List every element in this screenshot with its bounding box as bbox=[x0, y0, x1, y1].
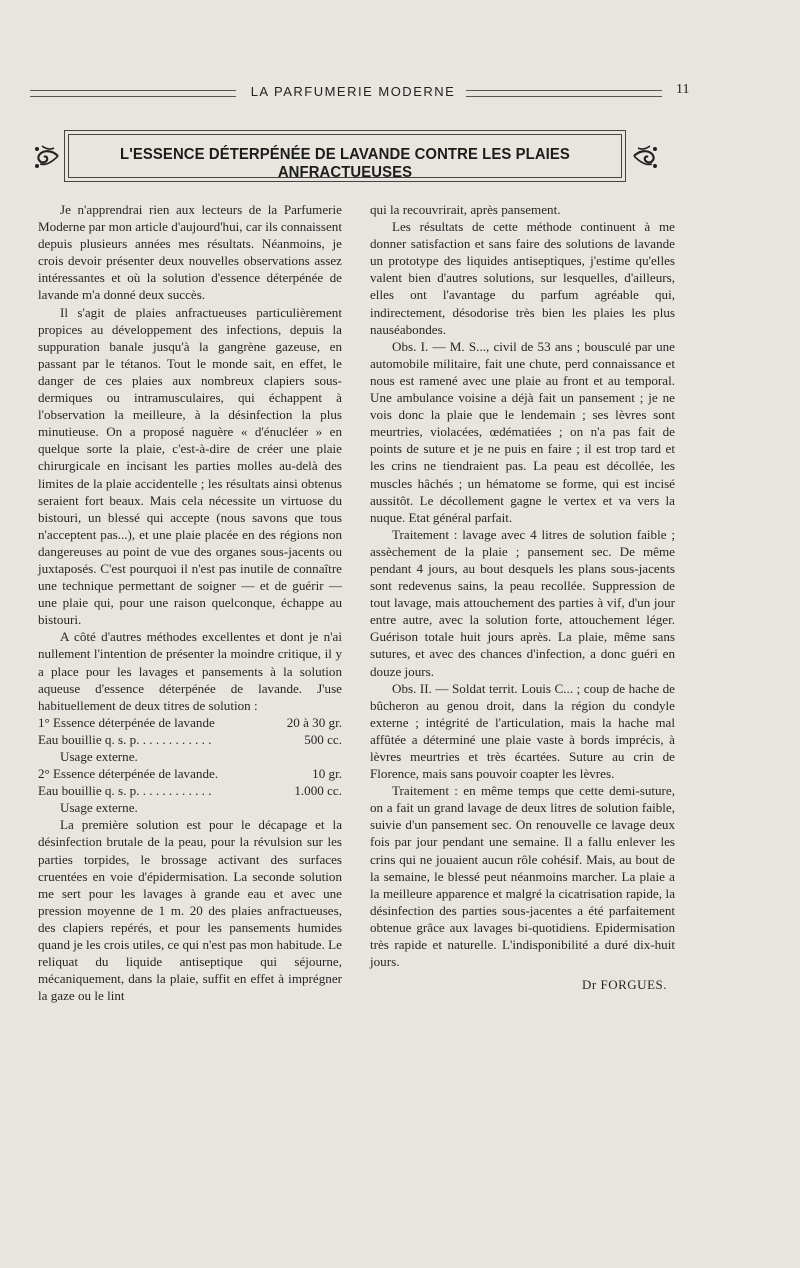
page-number: 11 bbox=[676, 82, 690, 97]
column-left bbox=[38, 201, 342, 1004]
treatment-paragraph: Traitement : en même temps que cette demi-suture, on a fait un grand lavage de deux litres de solution faible, suivie d'un pansement sec. On renouvelle ce lavage deux fois par jour pendant une semaine. Il a fallu enlever les crins qui ne jouaient aucun rôle cohésif. Mais, au bout de la semaine, le blessé peut néanmoins marcher. La plaie a la meilleure apparence et malgré la cicatrisation rapide, la désinfection des parties sous-jacentes a été parfaitement obtenue grâce aux lavages bi-quotidiens. Epidermisation très rapide et naturelle. L'indisponibilité a duré dix-huit jours. bbox=[370, 783, 675, 970]
paragraph: Il s'agit de plaies anfractueuses particulièrement propices au développement des infections, depuis la suppuration banale jusqu'à la gangrène gazeuse, en passant par le tétanos. Tout le monde sait, en effet, le danger de ces plaies aux nombreux clapiers sous-dermiques ou intramusculaires, qui échappent à l'observation la meilleure, à la désinfection la plus minutieuse. On a proposé naguère « d'énucléer » en quelque sorte la plaie, c'est-à-dire de créer une plaie chirurgicale en incisant les parties molles au-delà des limites de la plaie accidentelle ; les résultats ainsi obtenus seraient fort beaux. Mais cela nécessite un virtuose du bistouri, un blessé qui accepte (nous savons que tous n'acceptent pas...), et une plaie placée en des régions non dangereuses au point de vue des organes sous-jacents ou juxtaposés. C'est pourquoi il n'est pas inutile de connaître une technique permettant de soigner — et de guérir — une plaie qui, pour une raison quelconque, échappe au bistouri. bbox=[38, 304, 342, 628]
formula-quantity: 20 à 30 gr. bbox=[286, 714, 342, 730]
author-signature: Dr FORGUES. bbox=[582, 977, 667, 993]
fleuron-icon bbox=[32, 140, 62, 172]
formula-ingredient: 1° Essence déterpénée de lavande bbox=[38, 714, 215, 730]
formula-line bbox=[38, 765, 342, 782]
journal-title: LA PARFUMERIE MODERNE bbox=[250, 84, 456, 99]
formula-line bbox=[38, 731, 342, 748]
header-rule-right bbox=[466, 90, 662, 97]
formula-ingredient: Eau bouillie q. s. p. . . . . . . . . . . . bbox=[38, 731, 212, 747]
paragraph: Je n'apprendrai rien aux lecteurs de la Parfumerie Moderne par mon article d'aujourd'hui, car ils connaissent depuis plusieurs années mes résultats. Néanmoins, je crois devoir présenter deux nouvelles observations assez intéressantes et où la solution d'essence déterpénée de lavande m'a donné deux succès. bbox=[38, 202, 342, 303]
paragraph: A côté d'autres méthodes excellentes et dont je n'ai nullement l'intention de présenter la moindre critique, il y a place pour les lavages et pansements à la solution aqueuse d'essence déterpénée de lavande. J'use habituellement de deux titres de solution : bbox=[38, 629, 342, 713]
paragraph: La première solution est pour le décapage et la désinfection brutale de la peau, pour la révulsion sur les parties torpides, le brossage activant des surfaces cruentées en voie d'épidermisation. La seconde solution me sert pour les lavages à grande eau et avec une pression moyenne de 1 m. 20 des plaies anfractueuses, des clapiers repérés, et pour les pansements humides quand je les crois utiles, ce qui n'est pas mon habitude. Le reliquat du liquide antiseptique qui séjourne, mécaniquement, dans la plaie, suffit en effet à imprégner la gaze ou le lint bbox=[38, 817, 342, 1004]
fleuron-icon bbox=[630, 140, 660, 172]
running-header bbox=[28, 82, 690, 102]
formula-quantity: 10 gr. bbox=[312, 766, 342, 782]
usage-note: Usage externe. bbox=[60, 800, 138, 816]
header-rule-left bbox=[30, 90, 236, 97]
formula-ingredient: 2° Essence déterpénée de lavande. bbox=[38, 766, 219, 782]
treatment-paragraph: Traitement : lavage avec 4 litres de solution faible ; assèchement de la plaie ; pansement sec. De même pendant 4 jours, au bout desquels les plans sous-jacents sont redevenus sains, la peau recollée. Suppression de tout lavage, mais attouchement des parties à vif, d'un jour entre autre, avec la solution forte, attouchement léger. Guérison totale huit jours après. La plaie, même sans sutures, et avec des chances d'infection, a donc guéri en douze jours. bbox=[370, 526, 675, 679]
paragraph: Les résultats de cette méthode continuent à me donner satisfaction et sans faire des solutions de lavande un prototype des liquides antiseptiques, j'estime qu'elles valent bien d'autres solutions, sur lesquelles, d'ailleurs, elles ont l'avantage du parfum agréable qui, indirectement, désodorise très bien les plaies les plus nauséabondes. bbox=[370, 219, 675, 337]
column-right bbox=[370, 201, 675, 993]
formula-quantity: 500 cc. bbox=[304, 731, 342, 747]
observation-paragraph: Obs. II. — Soldat territ. Louis C... ; coup de hache de bûcheron au genou droit, dans la région du condyle externe ; intégrité de l'articulation, mais la hache mal affûtée a déterminé une plaie vaste à bords imprécis, à lèvres meurtries et très écartées. Suture au crin de Florence, mais sans pouvoir coapter les lèvres. bbox=[370, 680, 675, 782]
article-title: L'ESSENCE DÉTERPÉNÉE DE LAVANDE CONTRE LES PLAIES ANFRACTUEUSES bbox=[120, 146, 570, 181]
title-frame bbox=[64, 130, 626, 182]
formula-ingredient: Eau bouillie q. s. p. . . . . . . . . . . . bbox=[38, 783, 212, 799]
formula-line bbox=[38, 714, 342, 731]
formula-line bbox=[38, 782, 342, 799]
formula-quantity: 1.000 cc. bbox=[294, 783, 342, 799]
observation-paragraph: Obs. I. — M. S..., civil de 53 ans ; bousculé par une automobile militaire, fait une chute, perd connaissance et nous est ramené avec une plaie au front et au temporal. Une ambulance voisine a déjà fait un pansement ; je ne vois donc la plaie que le lendemain ; ses lèvres sont meurtries, violacées, œdématiées ; on n'a pas fait de points de suture et je ne puis en faire ; il est trop tard et les crins ne tiendraient pas. La peau est décollée, les muscles hâchés ; un hématome se forme, qui est incisé aussitôt. Le décollement gagne le vertex et va vers la nuque. Etat général parfait. bbox=[370, 338, 675, 525]
usage-note: Usage externe. bbox=[60, 749, 138, 764]
paragraph: qui la recouvrirait, après pansement. bbox=[370, 202, 561, 217]
